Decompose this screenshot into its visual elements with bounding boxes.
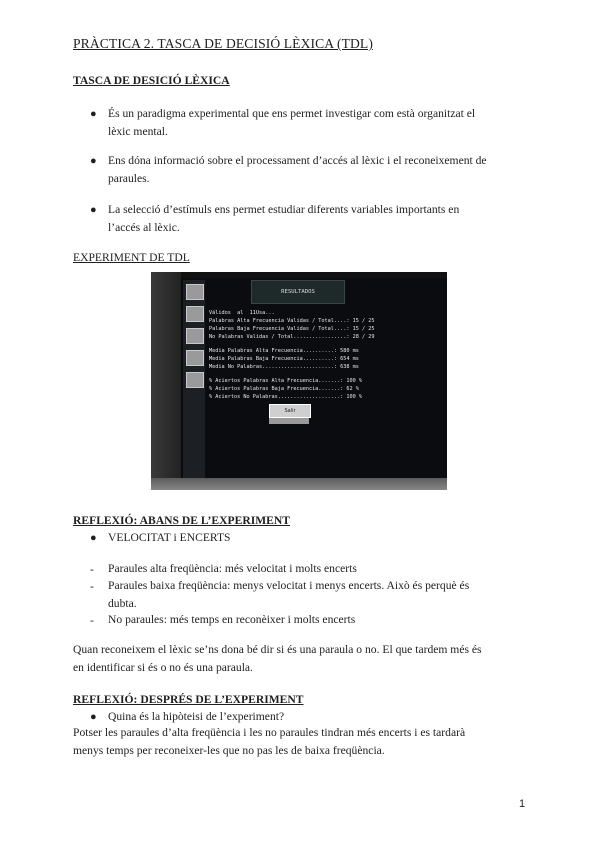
page-title: PRÀCTICA 2. TASCA DE DECISIÓ LÈXICA (TDL) bbox=[73, 36, 373, 51]
screen-button-shadow bbox=[269, 418, 309, 424]
bullet-icon: ● bbox=[90, 204, 97, 216]
section-heading-tdl: TASCA DE DESICIÓ LÈXICA bbox=[73, 74, 230, 87]
bullet-line: Ens dóna informació sobre el processament d’accés al lèxic i el reconeixement de bbox=[108, 154, 487, 167]
results-title: RESULTADOS bbox=[251, 280, 345, 304]
bullet-icon: ● bbox=[90, 108, 97, 120]
section-heading-before: REFLEXIÓ: ABANS DE L’EXPERIMENT bbox=[73, 514, 290, 527]
bullet-line: La selecció d’estímuls ens permet estudiar diferents variables importants en bbox=[108, 203, 460, 216]
experiment-screen-photo bbox=[151, 272, 447, 490]
paragraph-line: en identificar si és o no és una paraula. bbox=[73, 660, 253, 674]
dash-text: No paraules: més temps en reconèixer i molts encerts bbox=[108, 613, 356, 626]
desk-strip bbox=[151, 478, 447, 490]
sidebar-button bbox=[186, 350, 204, 366]
results-line: No Palabras Validas / Total.................: 28 / 29 bbox=[209, 334, 375, 340]
dash-line: Paraules baixa freqüència: menys velocitat i menys encerts. Això és perquè és bbox=[108, 579, 470, 592]
bullet-icon: ● bbox=[90, 532, 97, 544]
page-number: 1 bbox=[519, 798, 526, 810]
bullet-text: Quina és la hipòteisi de l’experiment? bbox=[108, 710, 285, 723]
results-line: % Aciertos Palabras Baja Frecuencia.......: 62 % bbox=[209, 386, 359, 392]
results-line: Palabras Alta Frecuencia Validas / Total....: 15 / 25 bbox=[209, 318, 375, 324]
sidebar-button bbox=[186, 328, 204, 344]
bullet-line: lèxic mental. bbox=[108, 124, 168, 138]
results-line: Válidos al 11Usa... bbox=[209, 310, 284, 316]
dash-marker: - bbox=[90, 614, 94, 627]
sidebar-button bbox=[186, 306, 204, 322]
paragraph-line: Quan reconeixem el lèxic se’ns dona bé dir si és una paraula o no. El que tardem més és bbox=[73, 643, 482, 656]
bullet-line: paraules. bbox=[108, 171, 150, 185]
paragraph-line: menys temps per reconeixer-les que no pas les de baixa freqüència. bbox=[73, 743, 385, 757]
dash-text bbox=[108, 577, 527, 612]
results-line: % Aciertos Palabras Alta Frecuencia.......: 100 % bbox=[209, 378, 363, 384]
bullet-line: És un paradigma experimental que ens permet investigar com està organitzat el bbox=[108, 107, 476, 120]
paragraph bbox=[73, 641, 527, 676]
bullet-text: VELOCITAT i ENCERTS bbox=[108, 531, 231, 544]
paragraph bbox=[73, 724, 527, 759]
section-heading-experiment: EXPERIMENT DE TDL bbox=[73, 251, 190, 264]
results-line: Media Palabras Alta Frecuencia..........: 580 ms bbox=[209, 348, 359, 354]
bullet-icon: ● bbox=[90, 155, 97, 167]
results-line: Palabras Baja Frecuencia Validas / Total....: 15 / 25 bbox=[209, 326, 375, 332]
results-line: Media No Palabras.......................: 638 ms bbox=[209, 364, 359, 370]
dash-text: Paraules alta freqüència: més velocitat i molts encerts bbox=[108, 562, 357, 575]
dash-marker: - bbox=[90, 580, 94, 593]
monitor-frame bbox=[151, 272, 181, 490]
exit-button: Salir bbox=[269, 404, 311, 418]
bullet-line: l’accés al lèxic. bbox=[108, 220, 180, 234]
sidebar-button bbox=[186, 284, 204, 300]
paragraph-line: Potser les paraules d’alta freqüència i les no paraules tindran més encerts i es tardarà bbox=[73, 726, 466, 739]
bullet-text bbox=[108, 152, 527, 187]
sidebar-button bbox=[186, 372, 204, 388]
bullet-text bbox=[108, 201, 527, 236]
bullet-icon: ● bbox=[90, 711, 97, 723]
results-line: Media Palabras Baja Frecuencia..........: 654 ms bbox=[209, 356, 359, 362]
results-line: % Aciertos No Palabras....................: 100 % bbox=[209, 394, 363, 400]
section-heading-after: REFLEXIÓ: DESPRÉS DE L’EXPERIMENT bbox=[73, 693, 304, 706]
dash-marker: - bbox=[90, 563, 94, 576]
dash-line: dubta. bbox=[108, 596, 137, 610]
bullet-text bbox=[108, 105, 527, 140]
